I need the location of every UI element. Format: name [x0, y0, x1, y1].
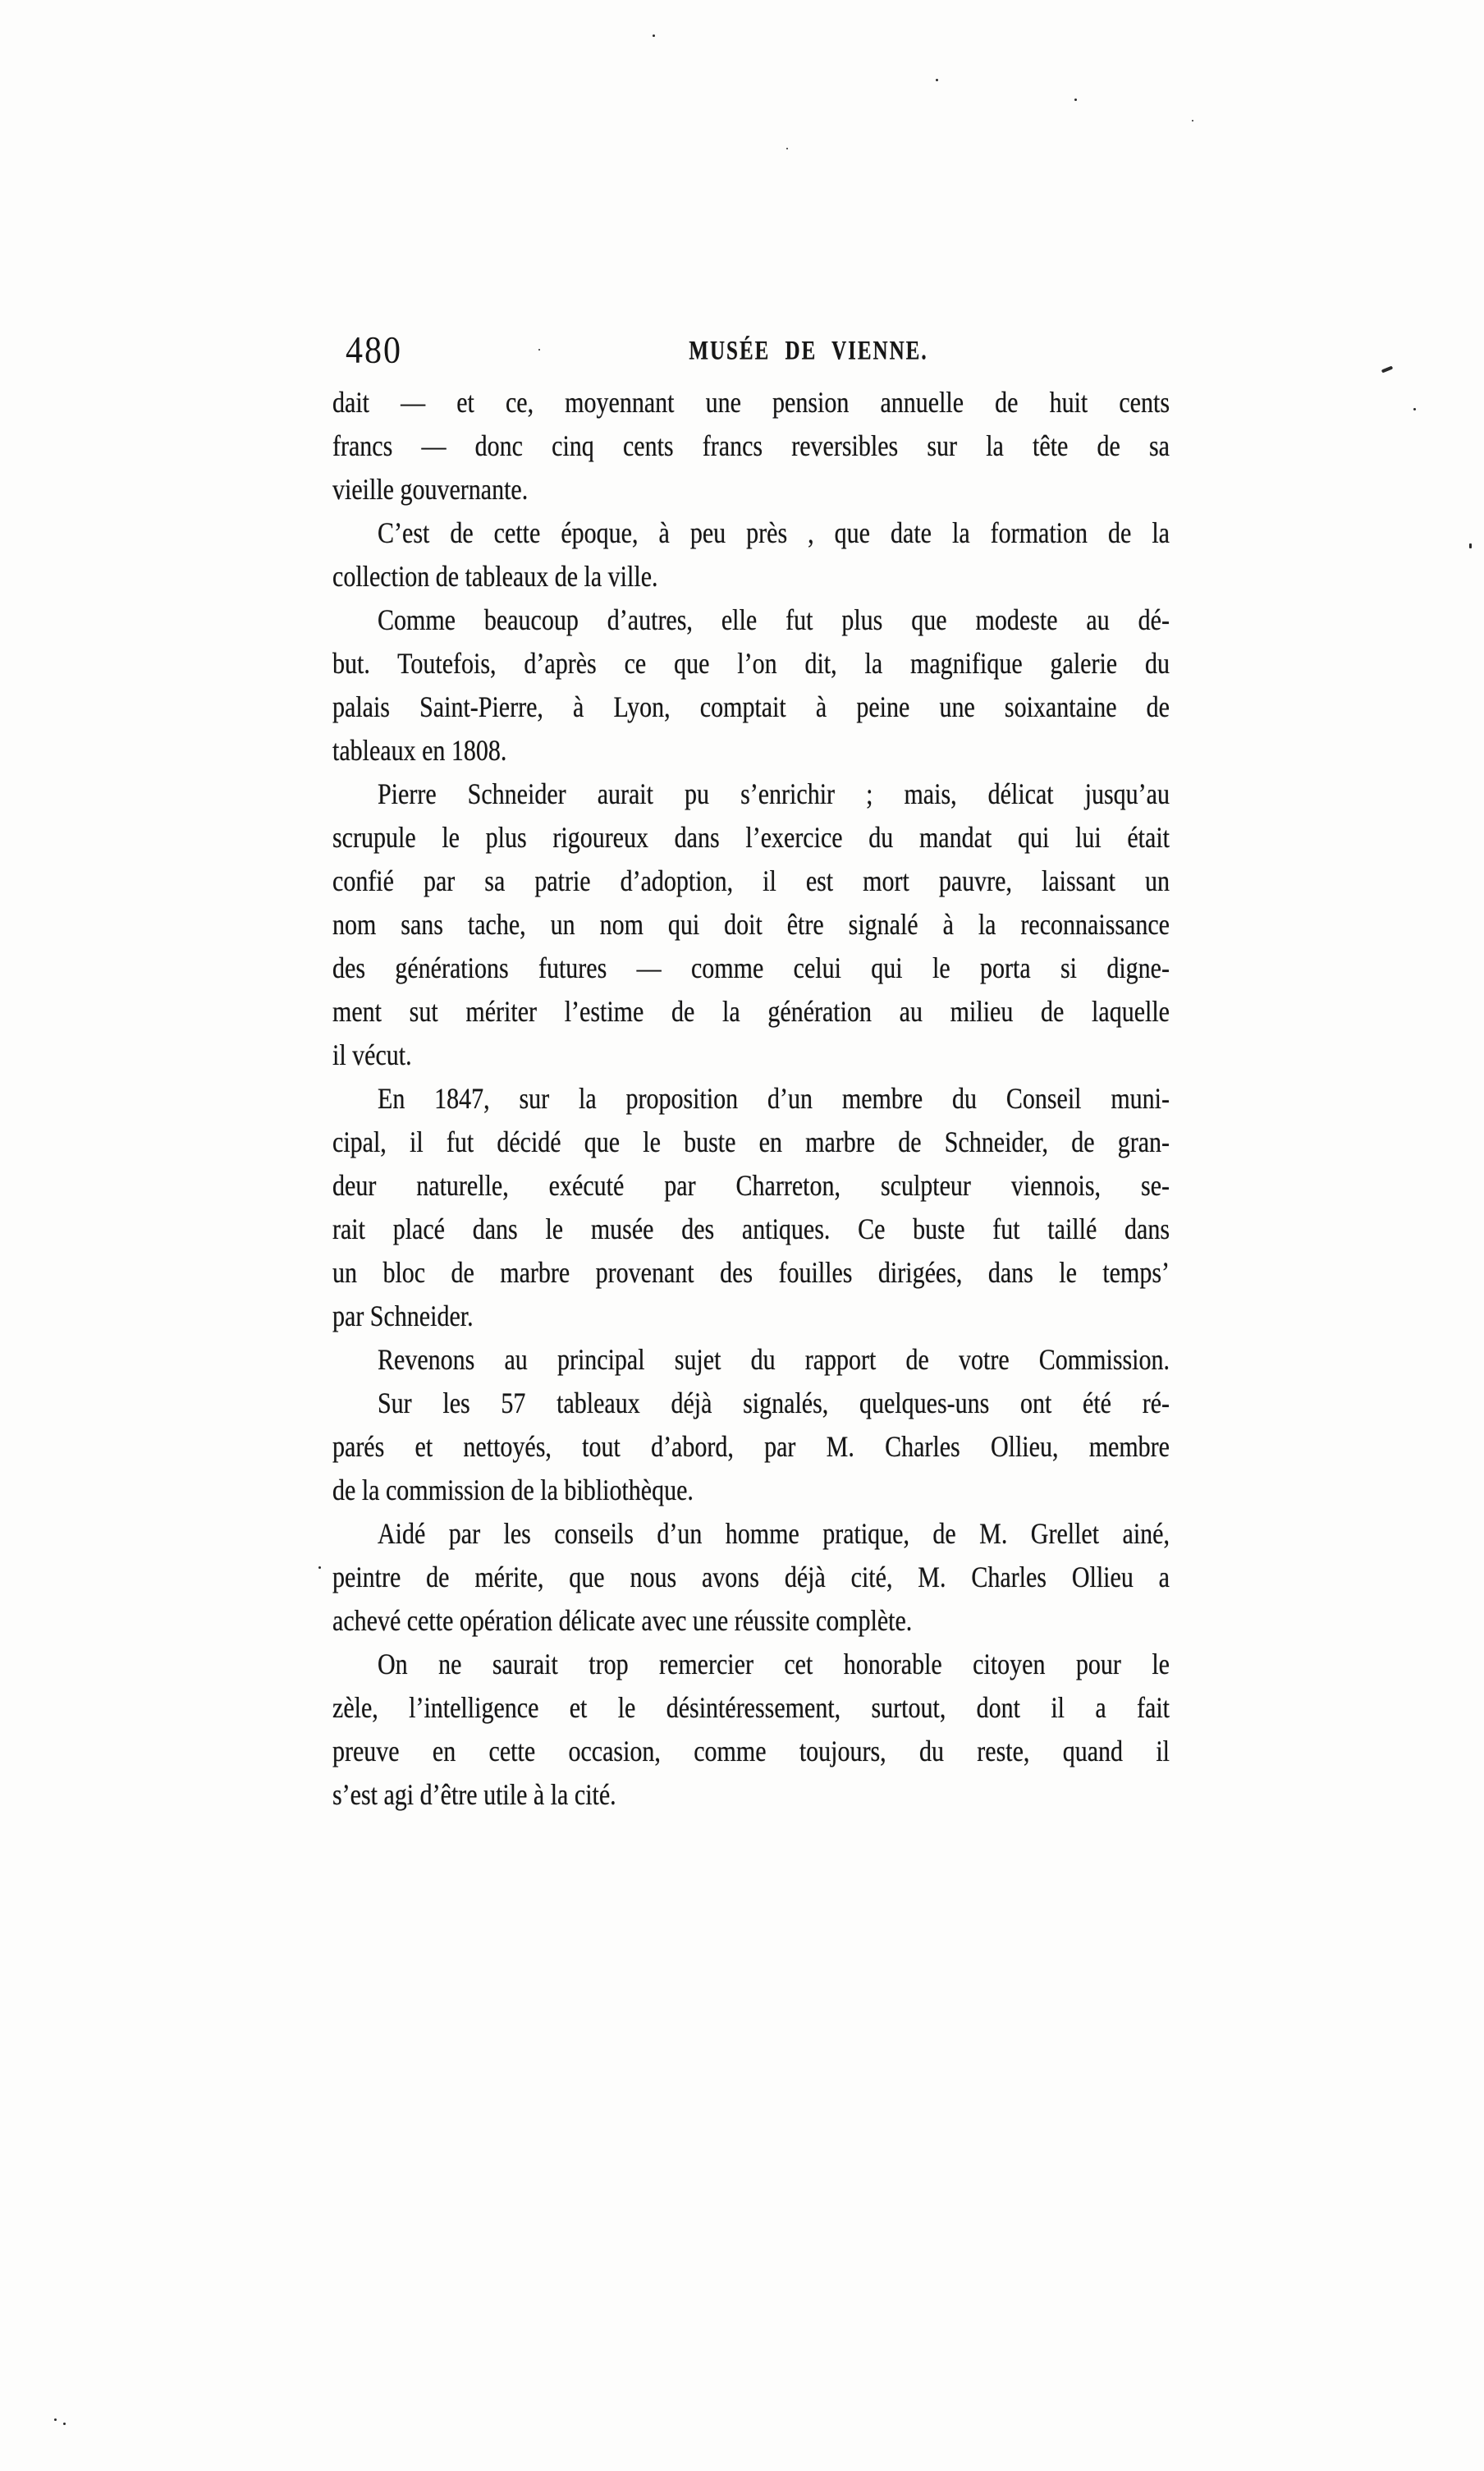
scan-speck	[786, 148, 788, 149]
text-line: Comme beaucoup d’autres, elle fut plus que modeste au dé-	[378, 603, 1170, 637]
paragraph	[332, 1077, 1170, 1338]
text-line: de la commission de la bibliothèque.	[332, 1474, 694, 1507]
scan-speck	[1192, 120, 1193, 121]
text-line: palais Saint-Pierre, à Lyon, comptait à peine une soixantaine de	[332, 690, 1170, 724]
paragraph	[332, 381, 1170, 511]
scan-speck	[54, 2418, 57, 2421]
text-line: vieille gouvernante.	[332, 473, 529, 507]
scan-speck	[1074, 99, 1077, 101]
text-line: On ne saurait trop remercier cet honorable citoyen pour le	[378, 1648, 1170, 1681]
text-line: francs — donc cinq cents francs reversibles sur la tête de sa	[332, 429, 1170, 463]
scan-speck	[63, 2423, 66, 2425]
text-block	[332, 381, 1170, 1817]
scan-speck	[1381, 366, 1393, 374]
text-line: dait — et ce, moyennant une pension annuelle de huit cents	[332, 386, 1170, 419]
page-header	[332, 328, 1170, 371]
running-title: MUSÉE DE VIENNE.	[689, 337, 928, 366]
text-line: il vécut.	[332, 1038, 412, 1072]
scan-speck	[318, 1566, 321, 1569]
text-line: ment sut mériter l’estime de la génération au milieu de laquelle	[332, 995, 1170, 1029]
text-line: Sur les 57 tableaux déjà signalés, quelques-uns ont été ré-	[378, 1387, 1170, 1420]
paragraph	[332, 1512, 1170, 1643]
text-line: des générations futures — comme celui qui le porta si digne-	[332, 951, 1170, 985]
paragraph	[332, 598, 1170, 772]
text-line: zèle, l’intelligence et le désintéressement, surtout, dont il a fait	[332, 1691, 1170, 1725]
text-line: confié par sa patrie d’adoption, il est mort pauvre, laissant un	[332, 864, 1170, 898]
text-line: cipal, il fut décidé que le buste en marbre de Schneider, de gran-	[332, 1125, 1170, 1159]
text-line: Aidé par les conseils d’un homme pratique, de M. Grellet ainé,	[378, 1517, 1170, 1551]
text-line: achevé cette opération délicate avec une réussite complète.	[332, 1604, 913, 1638]
paragraph	[332, 772, 1170, 1077]
text-line: rait placé dans le musée des antiques. Ce buste fut taillé dans	[332, 1213, 1170, 1246]
text-line: tableaux en 1808.	[332, 734, 507, 768]
text-line: but. Toutefois, d’après ce que l’on dit, la magnifique galerie du	[332, 647, 1170, 681]
text-line: s’est agi d’être utile à la cité.	[332, 1778, 616, 1812]
text-line: parés et nettoyés, tout d’abord, par M. Charles Ollieu, membre	[332, 1430, 1170, 1464]
page-number: 480	[346, 329, 402, 372]
text-line: C’est de cette époque, à peu près , que date la formation de la	[378, 516, 1170, 550]
scan-speck	[653, 34, 655, 37]
scan-speck	[936, 79, 938, 81]
scan-speck	[1413, 408, 1416, 410]
text-line: nom sans tache, un nom qui doit être signalé à la reconnaissance	[332, 908, 1170, 942]
paragraph	[332, 511, 1170, 598]
text-line: Revenons au principal sujet du rapport de votre Commission.	[378, 1343, 1170, 1377]
paragraph	[332, 1643, 1170, 1817]
text-line: deur naturelle, exécuté par Charreton, sculpteur viennois, se-	[332, 1169, 1170, 1203]
text-line: un bloc de marbre provenant des fouilles dirigées, dans le temps’	[332, 1256, 1170, 1290]
text-line: Pierre Schneider aurait pu s’enrichir ; mais, délicat jusqu’au	[378, 777, 1170, 811]
text-line: En 1847, sur la proposition d’un membre du Conseil muni-	[378, 1082, 1170, 1116]
text-line: collection de tableaux de la ville.	[332, 560, 658, 594]
text-line: peintre de mérite, que nous avons déjà cité, M. Charles Ollieu a	[332, 1561, 1170, 1594]
paragraph	[332, 1382, 1170, 1512]
text-line: preuve en cette occasion, comme toujours, du reste, quand il	[332, 1735, 1170, 1768]
scan-speck	[1469, 543, 1472, 548]
text-line: par Schneider.	[332, 1300, 474, 1333]
paragraph	[332, 1338, 1170, 1382]
text-line: scrupule le plus rigoureux dans l’exercice du mandat qui lui était	[332, 821, 1170, 855]
